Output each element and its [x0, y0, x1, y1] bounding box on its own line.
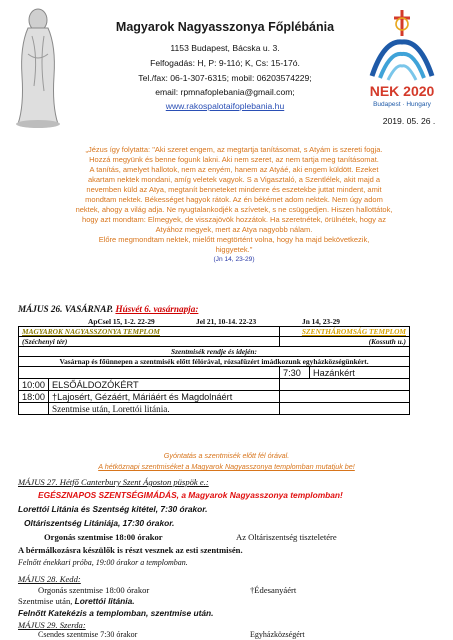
church-left-location: (Széchenyi tér) [19, 337, 280, 347]
church-right-location: (Kossuth u.) [279, 337, 409, 347]
monday-mass-intention: Az Oltáriszentség tiszteletére [236, 532, 337, 542]
monday-altar-litany: Oltáriszentség Litániája, 17:30 órakor. [24, 518, 175, 528]
monday-litany: Lorettói Litánia és Szentség kitétel, 7:30 órakor. [18, 504, 208, 514]
tuesday-heading: MÁJUS 28. Kedd: [18, 574, 81, 584]
church-right-name: SZENTHÁROMSÁG TEMPLOM [279, 327, 409, 337]
tuesday-after-prefix: Szentmise után, [18, 596, 73, 606]
table-row [19, 379, 410, 391]
document-date: 2019. 05. 26 . [382, 116, 436, 126]
website-line [80, 101, 370, 111]
quote-reference: (Jn 14, 23-29) [213, 256, 255, 263]
virgin-mary-statue-image [6, 6, 70, 128]
quote-line: akartam nektek mondani, amíg veletek vagyok. S a Vigasztaló, a Szentlélek, akit majd a [87, 175, 381, 184]
gospel-quote [66, 145, 402, 265]
quote-line: Előre megmondtam nektek, mielőtt megtörtént volna, hogy ha majd bekövetkezik, [98, 235, 370, 244]
website-link[interactable]: www.rakospalotaifoplebania.hu [165, 101, 285, 111]
mass-time: 18:00 [19, 391, 49, 403]
empty-cell [279, 391, 409, 403]
monday-heading: MÁJUS 27. Hétfő Canterbury Szent Ágoston püspök e.: [18, 477, 209, 487]
quote-line: higgyetek." [215, 245, 253, 254]
parish-title: Magyarok Nagyasszonya Főplébánia [115, 20, 335, 34]
quote-line: nektek, ahogy a világ adja. Ne nyugtalankodjék a szívetek, s ne csüggedjen. Hiszen hallottátok, [75, 205, 393, 214]
table-row [19, 337, 410, 347]
phone-numbers: Tel./fax: 06-1-307-6315; mobil: 06203574229; [138, 73, 312, 83]
quote-line: mondtam nektek. Békességet hagyok rátok. Az én békémet adom nektek. Nem úgy adom [85, 195, 383, 204]
email-address: email: rpmnafoplebania@gmail.com; [155, 87, 295, 97]
mass-intention: ELSŐÁLDOZÓKÉRT [49, 379, 280, 391]
reading-3: Jn 14, 23-29 [302, 317, 340, 326]
wednesday-mass: Csendes szentmise 7:30 órakor [38, 630, 138, 639]
rosary-announcement: Vasárnap és főünnepen a szentmisék előtt félórával, rózsafüzért imádkozunk egyházközségünkért. [19, 357, 410, 367]
confession-note: Gyóntatás a szentmisék előtt fél órával. [163, 451, 290, 460]
empty-cell [279, 403, 409, 415]
table-row [19, 367, 410, 379]
reading-2: Jel 21, 10-14. 22-23 [196, 317, 257, 326]
tuesday-after-mass [18, 596, 135, 606]
tuesday-mass-intention: †Édesanyáért [250, 585, 297, 595]
table-row [19, 403, 410, 415]
mass-time: 10:00 [19, 379, 49, 391]
quote-line: nevemben küld az Atya, megtanít benneteket mindenre és eszetekbe juttat mindent, amit [86, 185, 382, 194]
sunday-feast: Húsvét 6. vasárnapja: [115, 304, 199, 314]
table-row [19, 347, 410, 357]
nek-2020-logo [362, 6, 442, 110]
sunday-date: MÁJUS 26. VASÁRNAP. [18, 304, 114, 314]
mass-order-title: Szentmisék rendje és idején: [19, 347, 410, 357]
table-row [19, 327, 410, 337]
monday-mass: Orgonás szentmise 18:00 órakor [44, 532, 163, 542]
nek-logo-subtext: Budapest · Hungary [373, 101, 431, 108]
church-left-name: MAGYAROK NAGYASSZONYA TEMPLOM [19, 327, 280, 337]
quote-line: Atyához megyek, mert az Atya nagyobb nálam. [155, 225, 313, 234]
weekday-mass-note: A hétköznapi szentmiséket a Magyarok Nagyasszonya templomban mutatjuk be! [98, 462, 355, 471]
quote-line: „Jézus így folytatta: "Aki szeret engem, az megtartja tanításomat, s Atyám is szereti fogja. [85, 145, 383, 154]
choir-rehearsal-note: Felnőtt énekkari próba, 19:00 órakor a templomban. [18, 558, 188, 567]
empty-cell [19, 367, 280, 379]
mass-intention: †Lajosért, Gézáért, Máriáért és Magdolnáért [49, 391, 280, 403]
sunday-schedule-table [18, 326, 410, 415]
table-row [19, 391, 410, 403]
wednesday-mass-intention: Egyházközségért [250, 630, 305, 639]
nek-logo-text: NEK 2020 [369, 83, 435, 99]
tuesday-catechesis: Felnőtt Katekézis a templomban, szentmise után. [18, 608, 214, 618]
tuesday-litany: Lorettói litánia. [74, 596, 135, 606]
sunday-heading [18, 304, 198, 314]
table-row [19, 357, 410, 367]
quote-line: hogy azt mondtam: Elmegyek, de visszajövök hozzátok. Ha szeretnétek, örülnétek, hogy az [82, 215, 386, 224]
address: 1153 Budapest, Bácska u. 3. [170, 43, 280, 53]
mass-intention: Hazánkért [309, 367, 409, 379]
empty-cell [279, 379, 409, 391]
litany-note: Szentmise után, Lorettói litánia. [49, 403, 280, 415]
quote-line: Hozzá megyünk és benne fogunk lakni. Aki nem szeret, az nem tartja meg tanításomat. [89, 155, 379, 164]
quote-line: A tanítás, amelyet hallotok, nem az enyém, hanem az Atyáé, aki engem küldött. Ezeket [89, 165, 379, 174]
wednesday-heading: MÁJUS 29. Szerda: [18, 620, 86, 630]
confirmation-note: A bérmálkozásra készülők is részt vesznek az esti szentmisén. [18, 545, 243, 555]
reading-1: ApCsel 15, 1-2. 22-29 [88, 317, 155, 326]
adoration-notice: EGÉSZNAPOS SZENTSÉGIMÁDÁS, a Magyarok Nagyasszonya templomban! [38, 490, 343, 500]
mass-time: 7:30 [279, 367, 309, 379]
tuesday-mass: Orgonás szentmise 18:00 órakor [38, 585, 150, 595]
office-hours: Felfogadás: H, P: 9-11ó; K, Cs: 15-17ó. [150, 58, 300, 68]
empty-cell [19, 403, 49, 415]
